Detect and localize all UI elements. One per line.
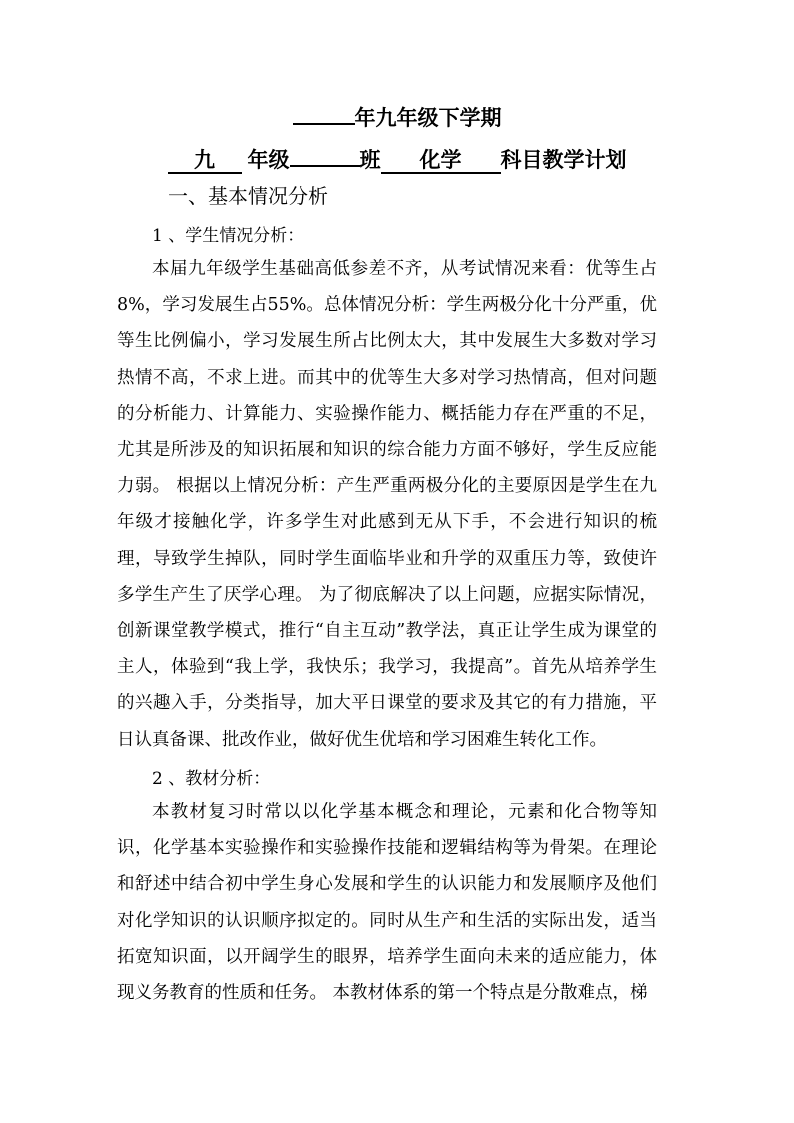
title-line-2 xyxy=(0,146,794,174)
subject-suffix: 科目教学计划 xyxy=(500,147,627,172)
year-blank xyxy=(293,123,355,125)
grade-blank: 九 xyxy=(168,148,242,174)
subsection-heading-students: 1 、学生情况分析： xyxy=(152,226,305,246)
subject-blank: 化学 xyxy=(381,148,501,174)
title-line-1 xyxy=(0,104,794,132)
class-label: 班 xyxy=(359,147,381,172)
paragraph-textbook-analysis: 本教材复习时常以以化学基本概念和理论，元素和化合物等知识，化学基本实验操作和实验操作技能和逻辑结构等为骨架。在理论和舒述中结合初中学生身心发展和学生的认识能力和发展顺序及他们对化学知识的认识顺序拟定的。同时从生产和生活的实际出发，适当拓宽知识面，以开阔学生的眼界，培养学生面向未来的适应能力，体现义务教育的性质和任务。 本教材体系的第一个特点是分散难点，梯 xyxy=(117,802,657,1004)
title-line-1-text: 年九年级下学期 xyxy=(354,105,502,130)
section-heading-basic-analysis: 一、基本情况分析 xyxy=(168,184,328,208)
grade-label: 年级 xyxy=(247,147,290,172)
class-blank xyxy=(290,165,360,167)
paragraph-student-analysis: 本届九年级学生基础高低参差不齐，从考试情况来看：优等生占8%，学习发展生占55%。总体情况分析：学生两极分化十分严重，优等生比例偏小，学习发展生所占比例太大，其中发展生大多数对学习热情不高，不求上进。而其中的优等生大多对学习热情高，但对问题的分析能力、计算能力、实验操作能力、概括能力存在严重的不足，尤其是所涉及的知识拓展和知识的综合能力方面不够好，学生反应能力弱。 根据以上情况分析：产生严重两极分化的主要原因是学生在九年级才接触化学，许多学生对此感到无从下手，不会进行知识的梳理，导致学生掉队，同时学生面临毕业和升学的双重压力等，致使许多学生产生了厌学心理。 为了彻底解决了以上问题，应据实际情况，创新课堂教学模式，推行“自主互动”教学法，真正让学生成为课堂的主人，体验到“我上学，我快乐；我学习，我提高”。首先从培养学生的兴趣入手，分类指导，加大平日课堂的要求及其它的有力措施，平日认真备课、批改作业，做好优生优培和学习困难生转化工作。 xyxy=(117,259,657,750)
subsection-heading-textbook: 2 、教材分析： xyxy=(152,769,271,789)
